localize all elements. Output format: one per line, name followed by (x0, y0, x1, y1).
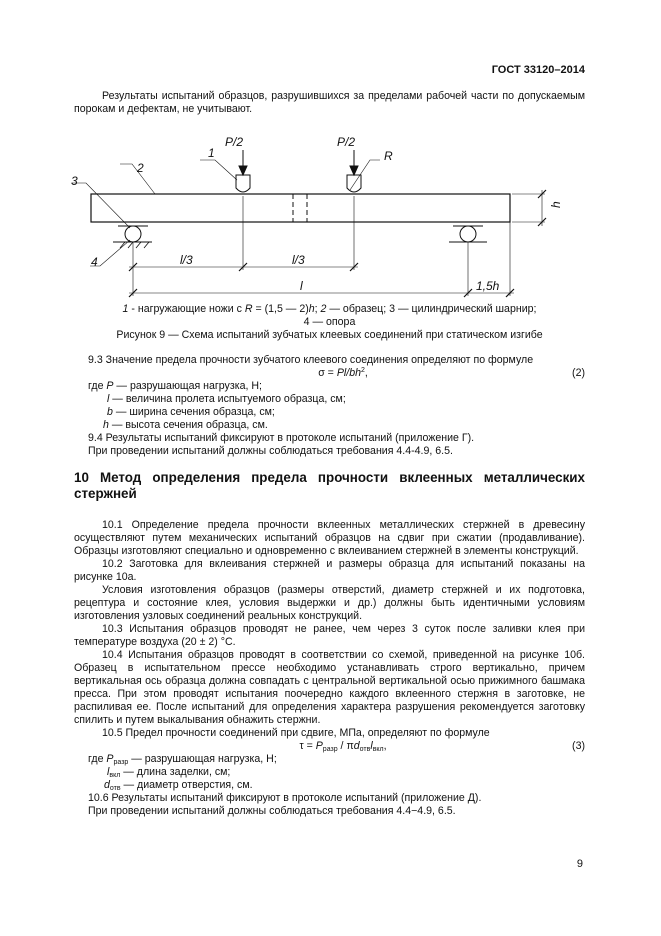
formula-tail: , (364, 367, 368, 379)
legend-num: 2 (320, 303, 327, 315)
label-2: 2 (137, 161, 144, 175)
where-desc: — разрушающая нагрузка, Н; (113, 380, 262, 392)
where-desc: — величина пролета испытуемого образца, см; (109, 393, 346, 405)
page-number: 9 (576, 858, 583, 870)
where-sym: l (107, 393, 110, 405)
para-10-1: 10.1 Определение предела прочности вклеенных металлических стержней в древесину осуществляют путем механических испытаний образцов на сдвиг при сжатии (продавливание). Образцы изготовляют специально и одновременно с вклеиванием стержней в элементы конструкций. (74, 519, 585, 557)
label-overhang: 1,5h (476, 279, 500, 293)
figure-caption: Рисунок 9 — Схема испытаний зубчатых клеевых соединений при статическом изгибе (116, 329, 543, 341)
para-9-4: 9.4 Результаты испытаний фиксируют в протоколе испытаний (приложение Г). (88, 432, 475, 444)
formula-2 (74, 367, 585, 380)
where-sub: разр (113, 759, 129, 766)
label-radius: R (384, 149, 393, 163)
legend-sym: R (244, 303, 253, 315)
label-span: l (300, 279, 303, 293)
section-10-heading: 10 Метод определения предела прочности вклеенных металлических стержней (74, 470, 585, 501)
arrow-head-right (350, 166, 358, 175)
where-item (74, 419, 585, 432)
section-9-3 (74, 354, 585, 458)
where-desc: — разрушающая нагрузка, Н; (128, 753, 277, 765)
formula-tau: τ = (299, 740, 316, 752)
where-sym: h (103, 419, 109, 431)
label-third-1: l/3 (180, 253, 193, 267)
formula-3 (74, 740, 585, 753)
where-sym: P (106, 753, 114, 765)
legend-text: = (1,5 — 2) (252, 303, 309, 315)
where-desc: — длина заделки, см; (120, 766, 231, 778)
label-3: 3 (71, 174, 78, 188)
formula-p: P (315, 740, 323, 752)
document-code: ГОСТ 33120–2014 (491, 64, 585, 76)
where-item (74, 766, 585, 779)
figure-9-diagram (0, 0, 661, 310)
figure-legend (74, 303, 585, 329)
support-hinge-right (460, 226, 476, 242)
formula-mid: / π (337, 740, 354, 752)
formula-exp: 2 (360, 367, 365, 374)
formula-p-sub: разр (322, 746, 338, 753)
where-item (74, 779, 585, 792)
formula-number: (3) (572, 740, 585, 752)
formula-number: (2) (572, 367, 585, 379)
label-4: 4 (91, 255, 98, 269)
specimen-beam (91, 194, 510, 222)
formula-l: l (370, 740, 373, 752)
where-desc: — ширина сечения образца, см; (112, 406, 275, 418)
formula-d-sub: отв (359, 746, 371, 753)
para-10-6b: При проведении испытаний должны соблюдаться требования 4.4−4.9, 6.5. (88, 805, 456, 817)
formula-expr: Pl/bh (336, 367, 361, 379)
para-10-2: 10.2 Заготовка для вклеивания стержней и размеры образца для испытаний показаны на рисунке 10а. (74, 558, 585, 583)
para-9-3: 9.3 Значение предела прочности зубчатого клеевого соединения определяют по формуле (88, 354, 534, 366)
where-sym: b (107, 406, 113, 418)
load-label-right: P/2 (337, 135, 356, 149)
where-sub: отв (109, 785, 121, 792)
where-sub: вкл (109, 772, 121, 779)
para-10-4: 10.4 Испытания образцов проводят в соответствии со схемой, приведенной на рисунке 10б. Образец в испытательном прессе необходимо устанавливать строго вертикально, причем вертикальная ось образца должна совпадать с центральной вертикальной осью прижимного башмака пресса. При этом проводят испытания поочередно каждого вклеенного стержня в заготовке, не распиливая ее. После испытаний для определения характера разрушения рекомендуется заготовку спилить и путем выкалывания обнажить стержни. (74, 649, 585, 726)
label-1: 1 (208, 146, 215, 160)
where-sym: d (104, 779, 110, 791)
legend-text: — образец; 3 — цилиндрический шарнир; (326, 303, 537, 315)
label-height: h (549, 201, 563, 208)
formula-l-sub: вкл (372, 746, 384, 753)
formula-d: d (353, 740, 360, 752)
intro-paragraph: Результаты испытаний образцов, разрушившихся за пределами рабочей части по допускаемым порокам и дефектам, не учитывают. (74, 90, 585, 115)
legend-num: 1 (122, 303, 129, 315)
para-10-5: 10.5 Предел прочности соединений при сдвиге, МПа, определяют по формуле (102, 727, 490, 739)
where-desc: — высота сечения образца, см. (108, 419, 268, 431)
legend-text: ; (314, 303, 321, 315)
section-10-heading-wrap (74, 470, 585, 502)
legend-text: - нагружающие ножи с (128, 303, 245, 315)
where-sym: l (107, 766, 110, 778)
label-third-2: l/3 (292, 253, 305, 267)
para-9-4b: При проведении испытаний должны соблюдаться требования 4.4-4.9, 6.5. (88, 445, 453, 457)
support-hinge-left (125, 226, 141, 242)
para-10-6: 10.6 Результаты испытаний фиксируют в протоколе испытаний (приложение Д). (88, 792, 482, 804)
para-10-3: 10.3 Испытания образцов проводят не ранее, чем через 3 суток после заливки клея при температуре воздуха (20 ± 2) °С. (74, 623, 585, 648)
formula-body (299, 740, 386, 753)
formula-sigma: σ = (318, 367, 337, 379)
where-item (74, 380, 585, 393)
formula-body (318, 367, 368, 380)
where-prefix: где (88, 380, 107, 392)
section-10 (74, 519, 585, 818)
legend-sym: h (308, 303, 315, 315)
legend-line-2: 4 — опора (303, 316, 356, 328)
where-item (74, 753, 585, 766)
formula-tail: , (383, 740, 387, 752)
where-item (74, 406, 585, 419)
para-10-2b: Условия изготовления образцов (размеры отверстий, диаметр стержней и их подготовка, рецептура и состояние клея, условия выдержки и др.) должны быть идентичными условиям изготовления узловых соединений реальных конструкций. (74, 584, 585, 622)
where-sym: P (106, 380, 114, 392)
where-prefix: где (88, 753, 107, 765)
arrow-head-left (239, 166, 247, 175)
load-label-left: P/2 (225, 135, 244, 149)
where-desc: — диаметр отверстия, см. (120, 779, 253, 791)
loading-knife-left (236, 175, 250, 192)
where-item (74, 393, 585, 406)
